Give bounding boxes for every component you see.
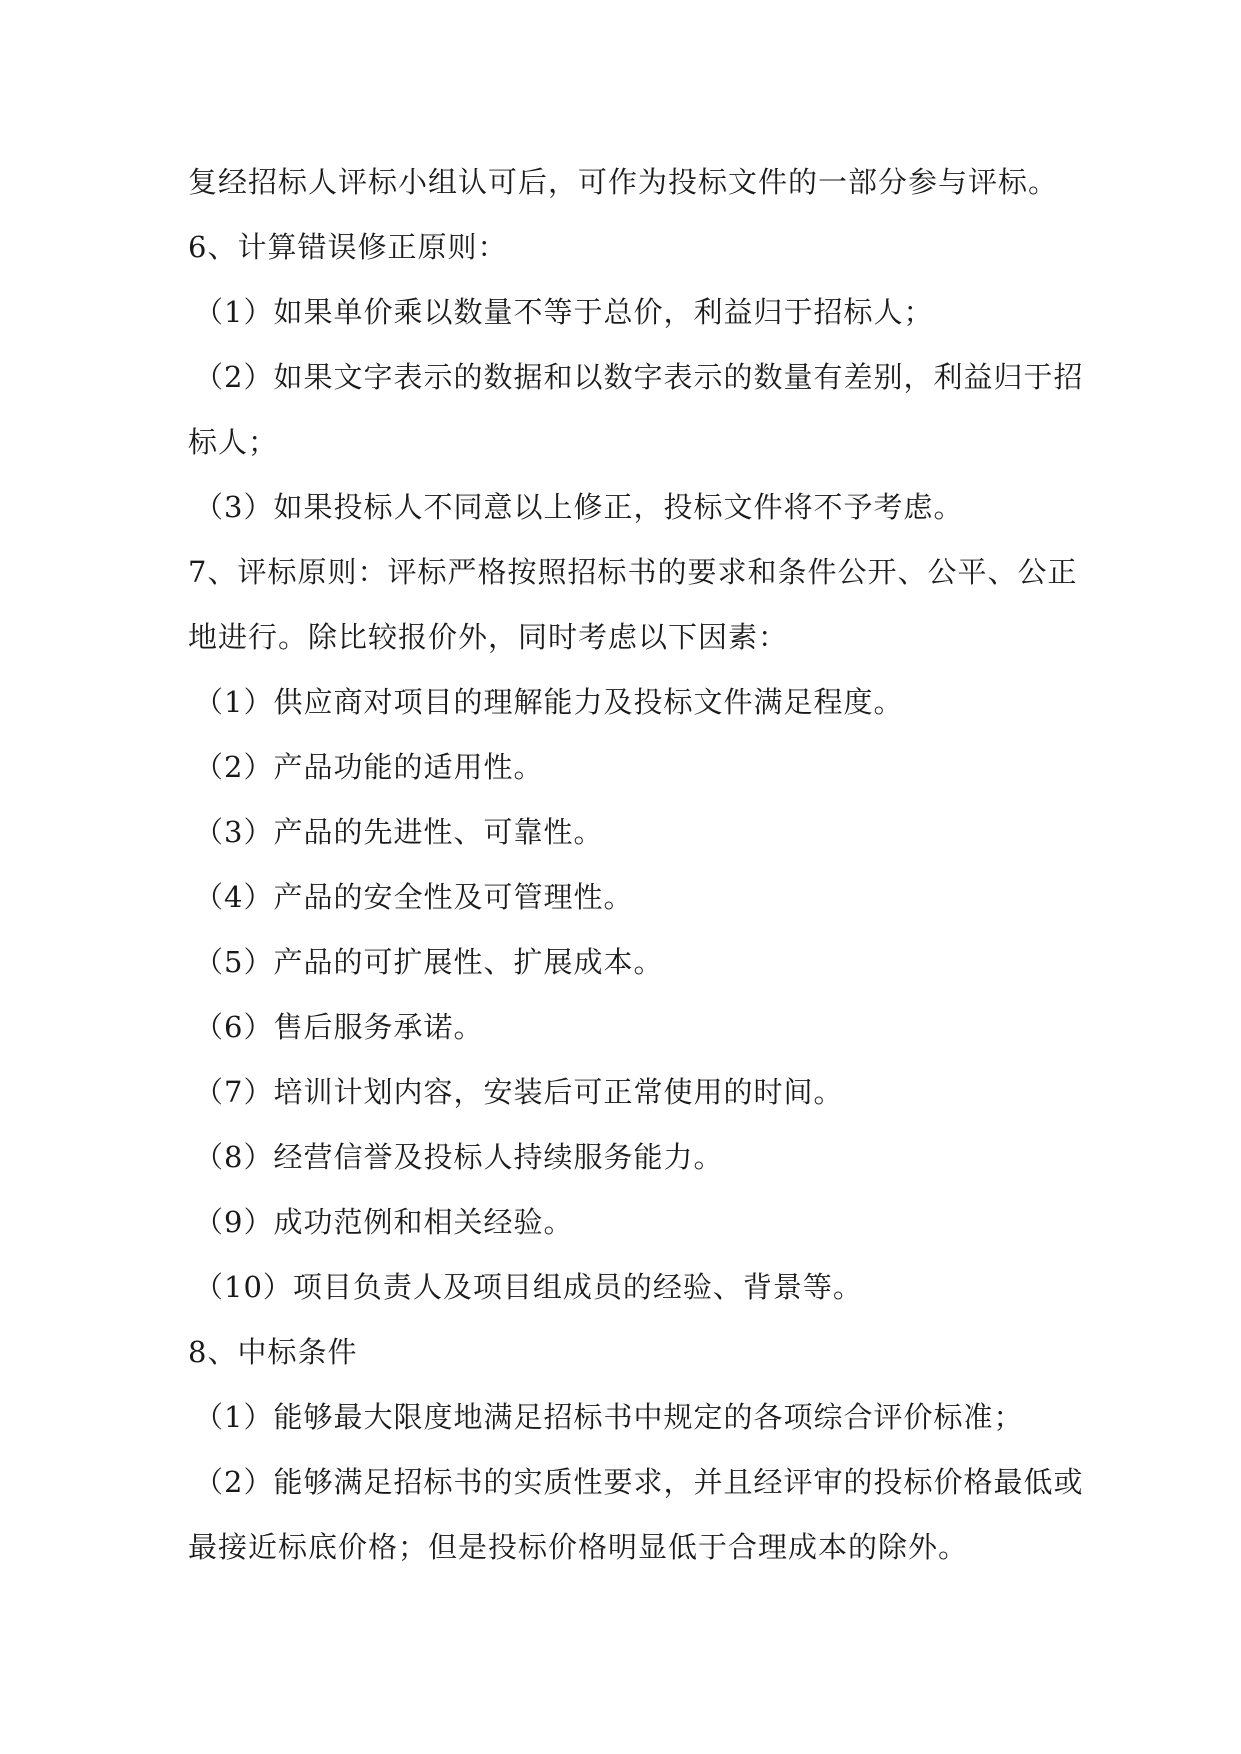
list-item: （6）售后服务承诺。 [194, 1010, 484, 1044]
list-item: （2）如果文字表示的数据和以数字表示的数量有差别，利益归于招 [194, 360, 1084, 394]
list-item-continuation: 最接近标底价格；但是投标价格明显低于合理成本的除外。 [188, 1530, 969, 1564]
list-item: （9）成功范例和相关经验。 [194, 1205, 574, 1239]
list-item: （2）产品功能的适用性。 [194, 750, 544, 784]
paragraph-continuation: 地进行。除比较报价外，同时考虑以下因素： [188, 620, 789, 654]
list-item: （7）培训计划内容，安装后可正常使用的时间。 [194, 1075, 844, 1109]
list-item: （10）项目负责人及项目组成员的经验、背景等。 [194, 1270, 863, 1304]
list-item-continuation: 标人； [188, 425, 279, 459]
list-item: （2）能够满足招标书的实质性要求，并且经评审的投标价格最低或 [194, 1465, 1084, 1499]
section-heading-6: 6、计算错误修正原则： [188, 230, 508, 264]
section-heading-7: 7、评标原则：评标严格按照招标书的要求和条件公开、公平、公正 [188, 555, 1078, 589]
paragraph-continuation: 复经招标人评标小组认可后，可作为投标文件的一部分参与评标。 [188, 165, 1059, 199]
list-item: （1）如果单价乘以数量不等于总价，利益归于招标人； [194, 295, 934, 329]
list-item: （1）供应商对项目的理解能力及投标文件满足程度。 [194, 685, 904, 719]
section-heading-8: 8、中标条件 [188, 1335, 358, 1369]
list-item: （8）经营信誉及投标人持续服务能力。 [194, 1140, 724, 1174]
list-item: （4）产品的安全性及可管理性。 [194, 880, 634, 914]
list-item: （3）产品的先进性、可靠性。 [194, 815, 604, 849]
list-item: （3）如果投标人不同意以上修正，投标文件将不予考虑。 [194, 490, 964, 524]
list-item: （5）产品的可扩展性、扩展成本。 [194, 945, 664, 979]
list-item: （1）能够最大限度地满足招标书中规定的各项综合评价标准； [194, 1400, 1024, 1434]
